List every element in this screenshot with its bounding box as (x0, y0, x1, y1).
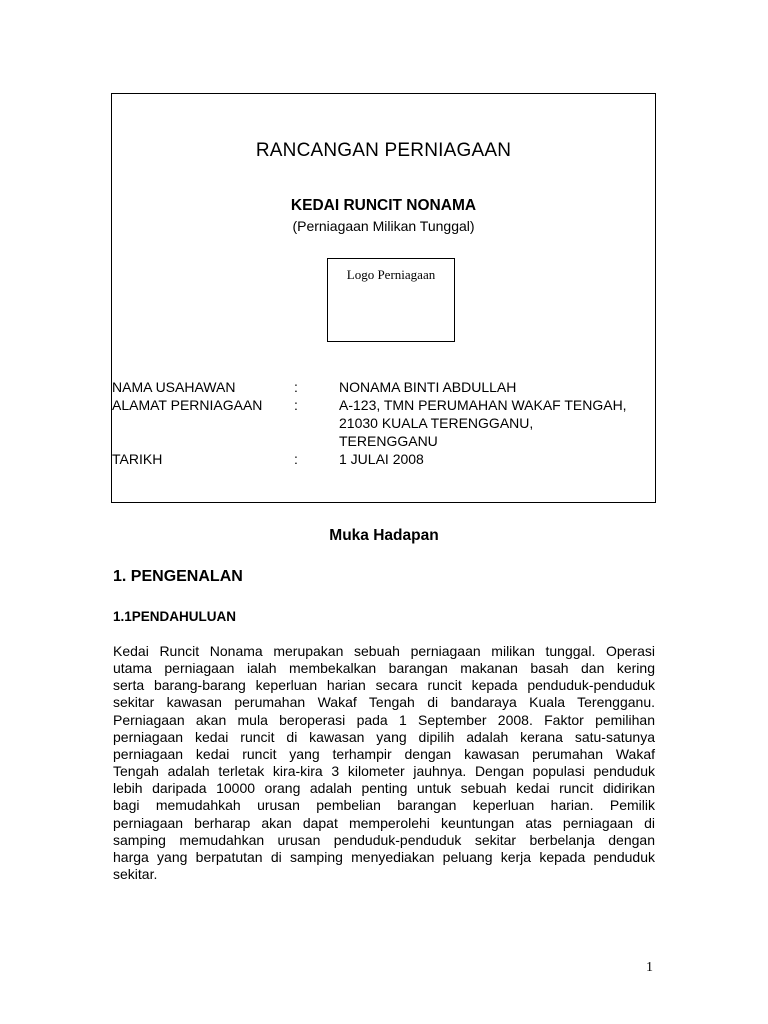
logo-placeholder-label: Logo Perniagaan (346, 267, 436, 282)
detail-value-line: 21030 KUALA TERENGGANU, (339, 415, 534, 431)
cover-box (111, 93, 656, 503)
introduction-paragraph (113, 643, 655, 883)
paragraph-line: Tengah adalah terletak kira-kira 3 kilometer jauhnya. Dengan populasi penduduk (113, 763, 655, 780)
detail-value-line: A-123, TMN PERUMAHAN WAKAF TENGAH, (339, 397, 627, 413)
section-heading: 1. PENGENALAN (113, 568, 243, 585)
detail-colon: : (294, 379, 298, 395)
detail-value-line: TERENGGANU (339, 433, 438, 449)
paragraph-line: samping memudahkan urusan penduduk-penduduk sekitar berbelanja dengan (113, 831, 655, 848)
paragraph-line: Perniagaan akan mula beroperasi pada 1 September 2008. Faktor pemilihan (113, 711, 655, 728)
cover-caption: Muka Hadapan (329, 527, 439, 544)
paragraph-line: perniagaan berharap akan dapat memperolehi keuntungan atas perniagaan di (113, 814, 655, 831)
detail-value-line: NONAMA BINTI ABDULLAH (339, 379, 517, 395)
subsection-heading: 1.1PENDAHULUAN (113, 609, 237, 624)
paragraph-line: harga yang berpatutan di samping menyediakan peluang kerja kepada penduduk (113, 848, 655, 865)
page-number: 1 (646, 960, 653, 975)
paragraph-line: serta barang-barang keperluan harian secara runcit kepada penduduk-penduduk (113, 677, 655, 694)
logo-placeholder-box (327, 258, 455, 342)
detail-label: NAMA USAHAWAN (112, 379, 236, 395)
business-name: KEDAI RUNCIT NONAMA (290, 197, 477, 214)
paragraph-line: perniagaan kedai runcit di kawasan yang dipilih adalah kerana satu-satunya (113, 728, 655, 745)
business-type: (Perniagaan Milikan Tunggal) (292, 218, 475, 234)
detail-colon: : (294, 451, 298, 467)
paragraph-line: sekitar. (113, 866, 158, 883)
detail-value-line: 1 JULAI 2008 (339, 451, 424, 467)
paragraph-line: Kedai Runcit Nonama merupakan sebuah perniagaan milikan tunggal. Operasi (113, 643, 655, 659)
detail-label: ALAMAT PERNIAGAAN (112, 397, 263, 413)
paragraph-line: utama perniagaan ialah membekalkan barangan makanan basah dan kering (113, 660, 655, 677)
paragraph-line: sekitar kawasan perumahan Wakaf Tengah di bandaraya Kuala Terengganu. (113, 694, 655, 711)
detail-label: TARIKH (112, 451, 163, 467)
detail-value (339, 378, 516, 396)
detail-value (339, 396, 627, 450)
paragraph-line: bagi memudahkah urusan pembelian barangan keperluan harian. Pemilik (113, 797, 655, 814)
paragraph-line: perniagaan kedai runcit yang terhampir dengan kawasan perumahan Wakaf (113, 745, 655, 762)
paragraph-line: lebih daripada 10000 orang adalah penting untuk sebuah kedai runcit didirikan (113, 780, 655, 797)
cover-title: RANCANGAN PERNIAGAAN (255, 140, 512, 161)
detail-colon: : (294, 397, 298, 413)
detail-value (339, 450, 424, 468)
